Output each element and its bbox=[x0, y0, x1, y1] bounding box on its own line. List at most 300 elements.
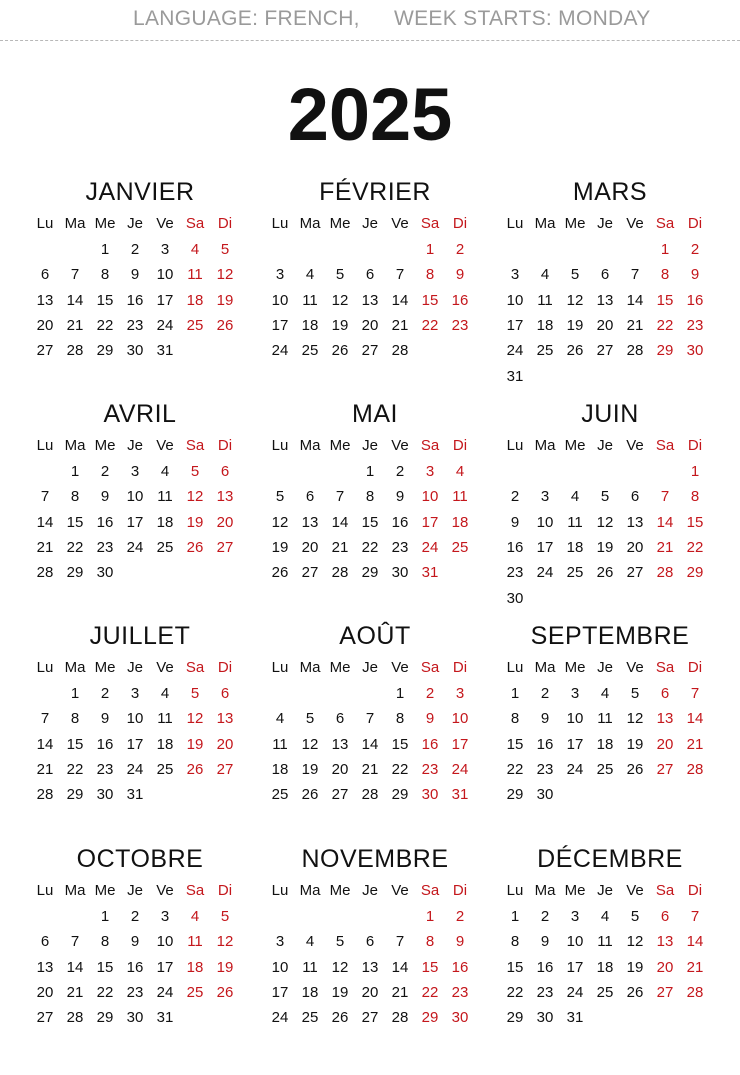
day-cell: 11 bbox=[597, 710, 613, 728]
month-title: JANVIER bbox=[85, 178, 195, 206]
day-cell: 24 bbox=[271, 342, 289, 360]
month-10 bbox=[30, 845, 250, 1075]
day-cell: 22 bbox=[656, 316, 674, 334]
day-cell: 29 bbox=[686, 564, 704, 582]
day-cell: 29 bbox=[66, 564, 84, 582]
weekday-header: Ve bbox=[626, 659, 644, 676]
day-cell: 26 bbox=[596, 564, 614, 582]
day-cell: 12 bbox=[331, 291, 349, 309]
day-cell: 19 bbox=[216, 291, 234, 309]
weekday-header: Ma bbox=[299, 215, 321, 232]
month-1 bbox=[30, 178, 250, 408]
day-cell: 18 bbox=[271, 760, 289, 778]
day-cell: 21 bbox=[391, 983, 409, 1001]
day-cell: 22 bbox=[686, 538, 704, 556]
weekday-header: Je bbox=[362, 437, 378, 454]
day-cell: 21 bbox=[656, 538, 674, 556]
day-cell: 23 bbox=[421, 760, 439, 778]
weekday-header: Lu bbox=[271, 882, 289, 899]
day-cell: 22 bbox=[506, 983, 524, 1001]
day-cell: 6 bbox=[365, 266, 375, 284]
day-cell: 7 bbox=[365, 710, 375, 728]
day-cell: 12 bbox=[186, 710, 204, 728]
weekday-header: Sa bbox=[655, 215, 675, 232]
day-cell: 14 bbox=[656, 513, 674, 531]
day-cell: 16 bbox=[126, 291, 144, 309]
day-cell: 2 bbox=[455, 241, 465, 258]
day-cell: 6 bbox=[40, 933, 50, 951]
day-cell: 28 bbox=[36, 786, 54, 804]
weekday-header: Je bbox=[127, 215, 143, 232]
day-cell: 2 bbox=[100, 685, 110, 702]
day-cell: 30 bbox=[536, 1009, 554, 1027]
day-cell: 20 bbox=[216, 735, 234, 753]
day-cell: 8 bbox=[70, 710, 80, 728]
day-cell: 14 bbox=[626, 291, 644, 309]
weekday-header: Ve bbox=[626, 437, 644, 454]
month-title: MAI bbox=[352, 400, 398, 428]
day-cell: 6 bbox=[220, 685, 230, 702]
day-cell: 28 bbox=[66, 342, 84, 360]
month-2 bbox=[265, 178, 485, 408]
day-cell: 29 bbox=[361, 564, 379, 582]
day-cell: 15 bbox=[66, 735, 84, 753]
day-cell: 18 bbox=[536, 316, 554, 334]
weekday-header: Je bbox=[597, 437, 613, 454]
weekday-header: Ve bbox=[391, 215, 409, 232]
day-cell: 15 bbox=[391, 735, 409, 753]
day-cell: 25 bbox=[301, 1009, 319, 1027]
day-cell: 1 bbox=[100, 908, 110, 925]
weekday-header: Ve bbox=[626, 882, 644, 899]
day-cell: 21 bbox=[361, 760, 379, 778]
day-cell: 8 bbox=[660, 266, 670, 284]
day-cell: 10 bbox=[451, 710, 469, 728]
day-cell: 20 bbox=[331, 760, 349, 778]
day-cell: 26 bbox=[216, 316, 234, 334]
weekday-header: Je bbox=[127, 882, 143, 899]
day-cell: 27 bbox=[331, 786, 349, 804]
day-cell: 3 bbox=[570, 908, 580, 925]
weekday-header: Je bbox=[362, 215, 378, 232]
day-cell: 18 bbox=[156, 513, 174, 531]
day-cell: 20 bbox=[216, 513, 234, 531]
day-cell: 19 bbox=[271, 538, 289, 556]
day-cell: 27 bbox=[216, 538, 234, 556]
day-cell: 1 bbox=[425, 241, 435, 258]
day-cell: 1 bbox=[100, 241, 110, 258]
day-cell: 30 bbox=[506, 589, 524, 607]
weekday-header: Sa bbox=[420, 882, 440, 899]
day-cell: 21 bbox=[66, 983, 84, 1001]
day-cell: 15 bbox=[361, 513, 379, 531]
weekday-header: Ma bbox=[299, 882, 321, 899]
day-cell: 4 bbox=[455, 463, 465, 480]
day-cell: 23 bbox=[391, 538, 409, 556]
day-cell: 11 bbox=[157, 488, 173, 506]
day-cell: 16 bbox=[126, 958, 144, 976]
day-cell: 23 bbox=[506, 564, 524, 582]
day-cell: 15 bbox=[506, 958, 524, 976]
day-cell: 24 bbox=[566, 983, 584, 1001]
day-cell: 27 bbox=[596, 342, 614, 360]
weekday-header: Ma bbox=[534, 437, 556, 454]
day-cell: 27 bbox=[361, 1009, 379, 1027]
day-cell: 16 bbox=[451, 291, 469, 309]
day-cell: 4 bbox=[305, 933, 315, 951]
day-cell: 6 bbox=[660, 685, 670, 702]
day-cell: 24 bbox=[271, 1009, 289, 1027]
day-cell: 9 bbox=[690, 266, 700, 284]
day-cell: 28 bbox=[686, 983, 704, 1001]
day-cell: 16 bbox=[536, 958, 554, 976]
weekday-header: Ma bbox=[299, 437, 321, 454]
day-cell: 15 bbox=[96, 958, 114, 976]
day-cell: 8 bbox=[510, 933, 520, 951]
day-cell: 12 bbox=[301, 735, 319, 753]
weekday-header: Di bbox=[217, 659, 233, 676]
day-cell: 22 bbox=[66, 538, 84, 556]
day-cell: 25 bbox=[301, 342, 319, 360]
day-cell: 17 bbox=[566, 958, 584, 976]
day-cell: 30 bbox=[96, 564, 114, 582]
day-cell: 13 bbox=[656, 710, 674, 728]
weekday-header: Me bbox=[94, 437, 116, 454]
day-cell: 23 bbox=[536, 983, 554, 1001]
day-cell: 9 bbox=[425, 710, 435, 728]
day-cell: 14 bbox=[331, 513, 349, 531]
day-cell: 25 bbox=[271, 786, 289, 804]
day-cell: 22 bbox=[66, 760, 84, 778]
day-cell: 14 bbox=[391, 958, 409, 976]
day-cell: 3 bbox=[275, 933, 285, 951]
day-cell: 12 bbox=[186, 488, 204, 506]
day-cell: 12 bbox=[626, 933, 644, 951]
day-cell: 30 bbox=[686, 342, 704, 360]
day-cell: 5 bbox=[335, 933, 345, 951]
day-cell: 16 bbox=[536, 735, 554, 753]
day-cell: 29 bbox=[421, 1009, 439, 1027]
day-cell: 11 bbox=[452, 488, 468, 506]
day-cell: 24 bbox=[536, 564, 554, 582]
day-cell: 12 bbox=[626, 710, 644, 728]
day-cell: 15 bbox=[686, 513, 704, 531]
day-cell: 6 bbox=[365, 933, 375, 951]
day-cell: 17 bbox=[126, 513, 144, 531]
day-cell: 31 bbox=[421, 564, 439, 582]
day-cell: 14 bbox=[361, 735, 379, 753]
day-cell: 24 bbox=[421, 538, 439, 556]
day-cell: 31 bbox=[126, 786, 144, 804]
day-cell: 27 bbox=[301, 564, 319, 582]
day-cell: 3 bbox=[510, 266, 520, 284]
day-cell: 1 bbox=[70, 463, 80, 480]
weekday-header: Sa bbox=[420, 437, 440, 454]
day-cell: 8 bbox=[425, 266, 435, 284]
day-cell: 2 bbox=[690, 241, 700, 258]
month-title: MARS bbox=[572, 178, 648, 206]
day-cell: 15 bbox=[421, 291, 439, 309]
weekday-header: Ma bbox=[534, 882, 556, 899]
month-title: AVRIL bbox=[103, 400, 177, 428]
day-cell: 31 bbox=[566, 1009, 584, 1027]
day-cell: 16 bbox=[451, 958, 469, 976]
day-cell: 24 bbox=[506, 342, 524, 360]
day-cell: 28 bbox=[626, 342, 644, 360]
day-cell: 7 bbox=[690, 685, 700, 702]
day-cell: 18 bbox=[596, 958, 614, 976]
day-cell: 9 bbox=[455, 266, 465, 284]
day-cell: 7 bbox=[70, 933, 80, 951]
day-cell: 11 bbox=[272, 735, 288, 753]
weekday-header: Lu bbox=[506, 215, 524, 232]
month-3 bbox=[500, 178, 720, 408]
day-cell: 25 bbox=[451, 538, 469, 556]
day-cell: 13 bbox=[216, 488, 234, 506]
day-cell: 29 bbox=[66, 786, 84, 804]
day-cell: 6 bbox=[305, 488, 315, 506]
day-cell: 19 bbox=[566, 316, 584, 334]
day-cell: 3 bbox=[540, 488, 550, 506]
weekday-header: Ve bbox=[156, 659, 174, 676]
day-cell: 25 bbox=[186, 316, 204, 334]
day-cell: 7 bbox=[335, 488, 345, 506]
day-cell: 9 bbox=[130, 933, 140, 951]
day-cell: 9 bbox=[395, 488, 405, 506]
day-cell: 24 bbox=[156, 983, 174, 1001]
day-cell: 18 bbox=[186, 958, 204, 976]
day-cell: 5 bbox=[220, 908, 230, 925]
day-cell: 26 bbox=[271, 564, 289, 582]
day-cell: 9 bbox=[100, 710, 110, 728]
day-cell: 30 bbox=[391, 564, 409, 582]
weekday-header: Ve bbox=[626, 215, 644, 232]
day-cell: 21 bbox=[686, 958, 704, 976]
month-title: AOÛT bbox=[339, 622, 411, 650]
day-cell: 11 bbox=[187, 266, 203, 284]
day-cell: 17 bbox=[156, 958, 174, 976]
day-cell: 13 bbox=[361, 958, 379, 976]
day-cell: 12 bbox=[596, 513, 614, 531]
day-cell: 29 bbox=[96, 1009, 114, 1027]
day-cell: 5 bbox=[275, 488, 285, 506]
weekday-header: Di bbox=[217, 215, 233, 232]
day-cell: 19 bbox=[186, 735, 204, 753]
day-cell: 10 bbox=[271, 958, 289, 976]
day-cell: 14 bbox=[391, 291, 409, 309]
weekday-header: Lu bbox=[36, 882, 54, 899]
weekday-header: Me bbox=[564, 437, 586, 454]
day-cell: 27 bbox=[36, 1009, 54, 1027]
day-cell: 23 bbox=[536, 760, 554, 778]
weekday-header: Lu bbox=[506, 882, 524, 899]
day-cell: 30 bbox=[536, 786, 554, 804]
day-cell: 28 bbox=[66, 1009, 84, 1027]
header-bar bbox=[0, 0, 740, 41]
day-cell: 3 bbox=[455, 685, 465, 702]
day-cell: 7 bbox=[40, 488, 50, 506]
weekday-header: Ve bbox=[156, 882, 174, 899]
day-cell: 12 bbox=[271, 513, 289, 531]
weekday-header: Ma bbox=[64, 659, 86, 676]
weekday-header: Sa bbox=[185, 882, 205, 899]
month-title: JUIN bbox=[581, 400, 639, 428]
weekday-header: Di bbox=[217, 437, 233, 454]
day-cell: 5 bbox=[335, 266, 345, 284]
weekday-header: Di bbox=[452, 215, 468, 232]
day-cell: 19 bbox=[331, 983, 349, 1001]
day-cell: 31 bbox=[156, 1009, 174, 1027]
weekday-header: Lu bbox=[271, 215, 289, 232]
day-cell: 22 bbox=[421, 316, 439, 334]
month-9 bbox=[500, 622, 720, 852]
day-cell: 13 bbox=[216, 710, 234, 728]
weekday-header: Di bbox=[217, 882, 233, 899]
day-cell: 2 bbox=[395, 463, 405, 480]
weekday-header: Me bbox=[564, 882, 586, 899]
day-cell: 14 bbox=[36, 735, 54, 753]
weekday-header: Ma bbox=[534, 659, 556, 676]
day-cell: 8 bbox=[70, 488, 80, 506]
day-cell: 29 bbox=[506, 786, 524, 804]
day-cell: 8 bbox=[690, 488, 700, 506]
weekday-header: Je bbox=[597, 882, 613, 899]
day-cell: 5 bbox=[570, 266, 580, 284]
day-cell: 19 bbox=[596, 538, 614, 556]
weekday-header: Sa bbox=[420, 659, 440, 676]
weekday-header: Me bbox=[564, 215, 586, 232]
day-cell: 13 bbox=[656, 933, 674, 951]
day-cell: 4 bbox=[600, 908, 610, 925]
day-cell: 31 bbox=[451, 786, 469, 804]
day-cell: 24 bbox=[126, 760, 144, 778]
day-cell: 5 bbox=[630, 908, 640, 925]
day-cell: 19 bbox=[301, 760, 319, 778]
day-cell: 10 bbox=[536, 513, 554, 531]
day-cell: 21 bbox=[686, 735, 704, 753]
day-cell: 10 bbox=[421, 488, 439, 506]
day-cell: 14 bbox=[686, 710, 704, 728]
weekday-header: Di bbox=[687, 659, 703, 676]
day-cell: 13 bbox=[36, 958, 54, 976]
day-cell: 13 bbox=[301, 513, 319, 531]
day-cell: 12 bbox=[331, 958, 349, 976]
day-cell: 17 bbox=[271, 316, 289, 334]
day-cell: 16 bbox=[686, 291, 704, 309]
day-cell: 14 bbox=[66, 291, 84, 309]
day-cell: 10 bbox=[271, 291, 289, 309]
day-cell: 8 bbox=[425, 933, 435, 951]
weekday-header: Je bbox=[597, 215, 613, 232]
day-cell: 6 bbox=[335, 710, 345, 728]
day-cell: 18 bbox=[301, 983, 319, 1001]
month-4 bbox=[30, 400, 250, 630]
day-cell: 10 bbox=[156, 266, 174, 284]
day-cell: 23 bbox=[126, 983, 144, 1001]
day-cell: 5 bbox=[190, 685, 200, 702]
day-cell: 17 bbox=[451, 735, 469, 753]
day-cell: 5 bbox=[600, 488, 610, 506]
day-cell: 30 bbox=[451, 1009, 469, 1027]
day-cell: 5 bbox=[630, 685, 640, 702]
weekday-header: Ma bbox=[64, 215, 86, 232]
day-cell: 15 bbox=[656, 291, 674, 309]
weekday-header: Je bbox=[362, 882, 378, 899]
day-cell: 26 bbox=[331, 1009, 349, 1027]
weekday-header: Di bbox=[452, 659, 468, 676]
day-cell: 25 bbox=[156, 760, 174, 778]
day-cell: 4 bbox=[570, 488, 580, 506]
weekday-header: Di bbox=[452, 882, 468, 899]
day-cell: 10 bbox=[506, 291, 524, 309]
day-cell: 26 bbox=[301, 786, 319, 804]
day-cell: 2 bbox=[455, 908, 465, 925]
day-cell: 22 bbox=[361, 538, 379, 556]
day-cell: 31 bbox=[506, 367, 524, 385]
day-cell: 3 bbox=[570, 685, 580, 702]
day-cell: 13 bbox=[596, 291, 614, 309]
day-cell: 17 bbox=[126, 735, 144, 753]
day-cell: 2 bbox=[425, 685, 435, 702]
weekday-header: Lu bbox=[506, 437, 524, 454]
day-cell: 2 bbox=[540, 685, 550, 702]
weekday-header: Ma bbox=[64, 437, 86, 454]
day-cell: 25 bbox=[186, 983, 204, 1001]
day-cell: 11 bbox=[567, 513, 583, 531]
day-cell: 5 bbox=[190, 463, 200, 480]
day-cell: 25 bbox=[596, 760, 614, 778]
day-cell: 21 bbox=[66, 316, 84, 334]
day-cell: 20 bbox=[656, 735, 674, 753]
day-cell: 2 bbox=[100, 463, 110, 480]
weekday-header: Sa bbox=[655, 437, 675, 454]
weekday-header: Lu bbox=[36, 659, 54, 676]
day-cell: 2 bbox=[130, 908, 140, 925]
weekday-header: Ve bbox=[391, 437, 409, 454]
day-cell: 11 bbox=[302, 958, 318, 976]
day-cell: 13 bbox=[626, 513, 644, 531]
day-cell: 18 bbox=[451, 513, 469, 531]
day-cell: 1 bbox=[510, 908, 520, 925]
day-cell: 20 bbox=[36, 983, 54, 1001]
day-cell: 6 bbox=[630, 488, 640, 506]
day-cell: 17 bbox=[566, 735, 584, 753]
day-cell: 21 bbox=[391, 316, 409, 334]
month-11 bbox=[265, 845, 485, 1075]
month-6 bbox=[500, 400, 720, 630]
weekday-header: Ve bbox=[156, 215, 174, 232]
day-cell: 3 bbox=[275, 266, 285, 284]
day-cell: 14 bbox=[36, 513, 54, 531]
weekday-header: Lu bbox=[271, 659, 289, 676]
day-cell: 25 bbox=[536, 342, 554, 360]
weekday-header: Sa bbox=[185, 659, 205, 676]
day-cell: 21 bbox=[36, 760, 54, 778]
day-cell: 25 bbox=[156, 538, 174, 556]
day-cell: 4 bbox=[160, 463, 170, 480]
day-cell: 20 bbox=[656, 958, 674, 976]
day-cell: 28 bbox=[656, 564, 674, 582]
day-cell: 22 bbox=[96, 983, 114, 1001]
weekday-header: Me bbox=[329, 882, 351, 899]
day-cell: 13 bbox=[331, 735, 349, 753]
day-cell: 11 bbox=[537, 291, 553, 309]
day-cell: 4 bbox=[275, 710, 285, 728]
day-cell: 9 bbox=[540, 933, 550, 951]
day-cell: 16 bbox=[96, 513, 114, 531]
day-cell: 2 bbox=[510, 488, 520, 506]
day-cell: 17 bbox=[421, 513, 439, 531]
